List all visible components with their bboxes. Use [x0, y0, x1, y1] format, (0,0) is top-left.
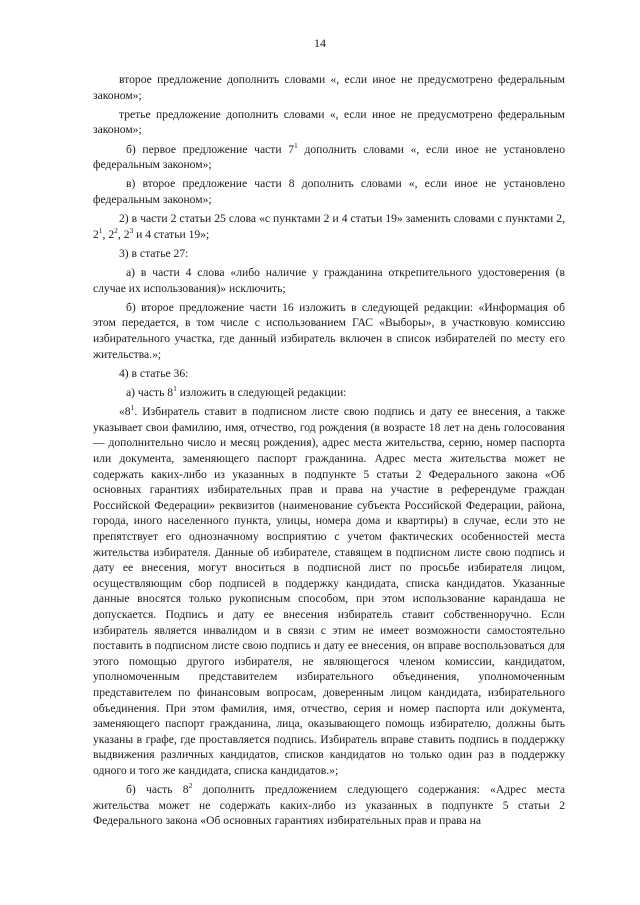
paragraph-third-sentence: третье предложение дополнить словами «, если иное не предусмотрено федеральным законом»; — [93, 107, 565, 137]
paragraph-item-b-part-16: б) второе предложение части 16 изложить в следующей редакции: «Информация об этом передается, в том числе с использованием ГАС «Выборы», в участковую комиссию избирательного участка, где данный избиратель включен в список избирателей по месту его жительства.»; — [93, 300, 565, 361]
document-body — [93, 72, 565, 832]
page-number: 14 — [314, 36, 326, 50]
paragraph-second-sentence: второе предложение дополнить словами «, если иное не предусмотрено федеральным законом»; — [93, 73, 565, 102]
paragraph-item-a-part-8-1: а) часть $8^1$ изложить в следующей редакции: — [126, 384, 347, 400]
paragraph-item-4-article-36: 4) в статье 36: — [119, 366, 189, 380]
paragraph-item-2-article-25: 2) в части 2 статьи 25 слова «с пунктами 2 и 4 статьи 19» заменить словами с пунктами 2, $2^1$, $2^2$, $2^3$ и 4 статьи 19»; — [93, 212, 565, 241]
paragraph-item-b-part-8-2: б) часть $8^2$ дополнить предложением следующего содержания: «Адрес места жительства может не содержать каких-либо из указанных в подпункте 5 статьи 2 Федерального закона «Об основных гарантиях избирательных прав и права на — [93, 781, 565, 828]
paragraph-item-b-part-7: б) первое предложение части $7^1$ дополнить словами «, если иное не установлено федеральным законом»; — [93, 140, 566, 172]
paragraph-item-v-part-8: в) второе предложение части 8 дополнить словами «, если иное не установлено федеральным законом»; — [93, 177, 565, 206]
paragraph-item-3-article-27: 3) в статье 27: — [119, 246, 189, 260]
paragraph-part-8-1-text: «$8^1$. Избиратель ставит в подписном листе свою подпись и дату ее внесения, а также указывает свои фамилию, имя, отчество, год рождения (в возрасте 18 лет на день голосования — дополнительно число и месяц рождения), адрес места жительства, серию, номер паспорта или документа, заменяющего паспорт гражданина. Адрес места жительства может не содержать каких-либо из указанных в подпункте 5 статьи 2 Федерального закона «Об основных гарантиях избирательных прав и права на участие в референдуме граждан Российской Федерации» реквизитов (наименование субъекта Российской Федерации, района, города, иного населенного пункта, улицы, номера дома и квартиры) в случае, если это не препятствует его однозначному восприятию с учетом фактических особенностей места жительства избирателя. Данные об избирателе, ставящем в подписном листе свою подпись и дату ее внесения, могут вноситься в подписной лист по просьбе избирателя лицом, осуществляющим сбор подписей в поддержку кандидата, списка кандидатов. Указанные данные вносятся только рукописным способом, при этом использование карандаша не допускается. Подпись и дату ее внесения избиратель ставит собственноручно. Если избиратель является инвалидом и в связи с этим не имеет возможности самостоятельно поставить в подписном листе свою подпись и дату ее внесения, он вправе воспользоваться для этого помощью другого избирателя, не являющегося членом комиссии, кандидатом, уполномоченным представителем избирательного объединения, уполномоченным представителем по финансовым вопросам, доверенным лицом кандидата, избирательного объединения. При этом фамилия, имя, отчество, серия и номер паспорта или документа, заменяющего паспорт гражданина, лица, оказывающего помощь избирателю, должны быть указаны в графе, где проставляется подпись. Избиратель вправе ставить подпись в поддержку выдвижения различных кандидатов, списков кандидатов но только один раз в поддержку одного и того же кандидата, списка кандидатов.»; — [93, 403, 565, 777]
paragraph-item-a-part-4: а) в части 4 слова «либо наличие у гражданина открепительного удостоверения (в случае их использования)» исключить; — [93, 266, 565, 295]
